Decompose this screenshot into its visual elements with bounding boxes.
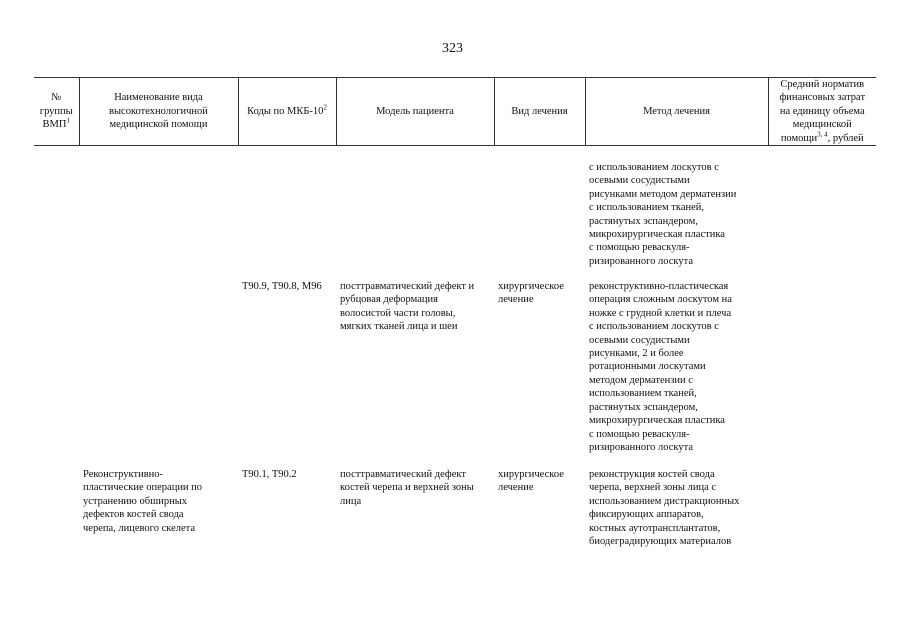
cell-codes: T90.9, T90.8, M96 bbox=[242, 281, 322, 293]
header-cost: Средний норматив финансовых затрат на единицу объема медицинской помощи$^{3, 4}$, рублей bbox=[768, 78, 876, 146]
cell-cost bbox=[768, 280, 876, 468]
cell-cost bbox=[768, 146, 876, 281]
cell-model bbox=[336, 146, 494, 281]
cell-group bbox=[34, 468, 79, 588]
table-row bbox=[34, 280, 876, 468]
cell-cost bbox=[768, 468, 876, 588]
cell-codes bbox=[238, 146, 336, 281]
header-codes: Коды по МКБ-$10^2$ bbox=[238, 78, 336, 146]
cell-method: реконструкция костей свода черепа, верхней зоны лица с использованием дистракционных фиксирующих аппаратов, костных аутотрансплантатов, биодеградирующих материалов bbox=[589, 469, 740, 548]
cell-method: с использованием лоскутов с осевыми сосудистыми рисунками методом дерматензии с использованием тканей, растянутых эспандером, микрохирургическая пластика с помощью реваскуля- ризированного лоскута bbox=[589, 162, 737, 267]
table-row bbox=[34, 146, 876, 281]
table-row bbox=[34, 468, 876, 588]
cell-model: посттравматический дефект костей черепа и верхней зоны лица bbox=[340, 469, 474, 507]
cell-name bbox=[79, 146, 238, 281]
cell-model: посттравматический дефект и рубцовая деформация волосистой части головы, мягких тканей лица и шеи bbox=[340, 281, 475, 333]
header-model: Модель пациента bbox=[336, 78, 494, 146]
header-method: Метод лечения bbox=[585, 78, 768, 146]
cell-type: хирургическое лечение bbox=[498, 469, 564, 494]
cell-group bbox=[34, 146, 79, 281]
table-header bbox=[34, 78, 876, 146]
header-name: Наименование вида высокотехнологичной медицинской помощи bbox=[79, 78, 238, 146]
cell-name bbox=[79, 280, 238, 468]
vmp-table bbox=[34, 77, 876, 588]
cell-type bbox=[494, 146, 585, 281]
page-number: 323 bbox=[442, 41, 463, 56]
cell-method: реконструктивно-пластическая операция сложным лоскутом на ножке с грудной клетки и плеча с использованием лоскутов с осевыми сосудистыми рисунками, 2 и более ротационными лоскутами методом дерматензии с использованием тканей, растянутых эспандером, микрохирургическая пластика с помощью реваскуля- ризированного лоскута bbox=[589, 281, 732, 453]
cell-name: Реконструктивно- пластические операции по устранению обширных дефектов костей свода черепа, лицевого скелета bbox=[83, 469, 203, 534]
header-group: № группы ВМП$^1$ bbox=[34, 78, 79, 146]
cell-group bbox=[34, 280, 79, 468]
cell-type: хирургическое лечение bbox=[498, 281, 564, 306]
header-type: Вид лечения bbox=[494, 78, 585, 146]
cell-codes: T90.1, T90.2 bbox=[242, 469, 297, 481]
